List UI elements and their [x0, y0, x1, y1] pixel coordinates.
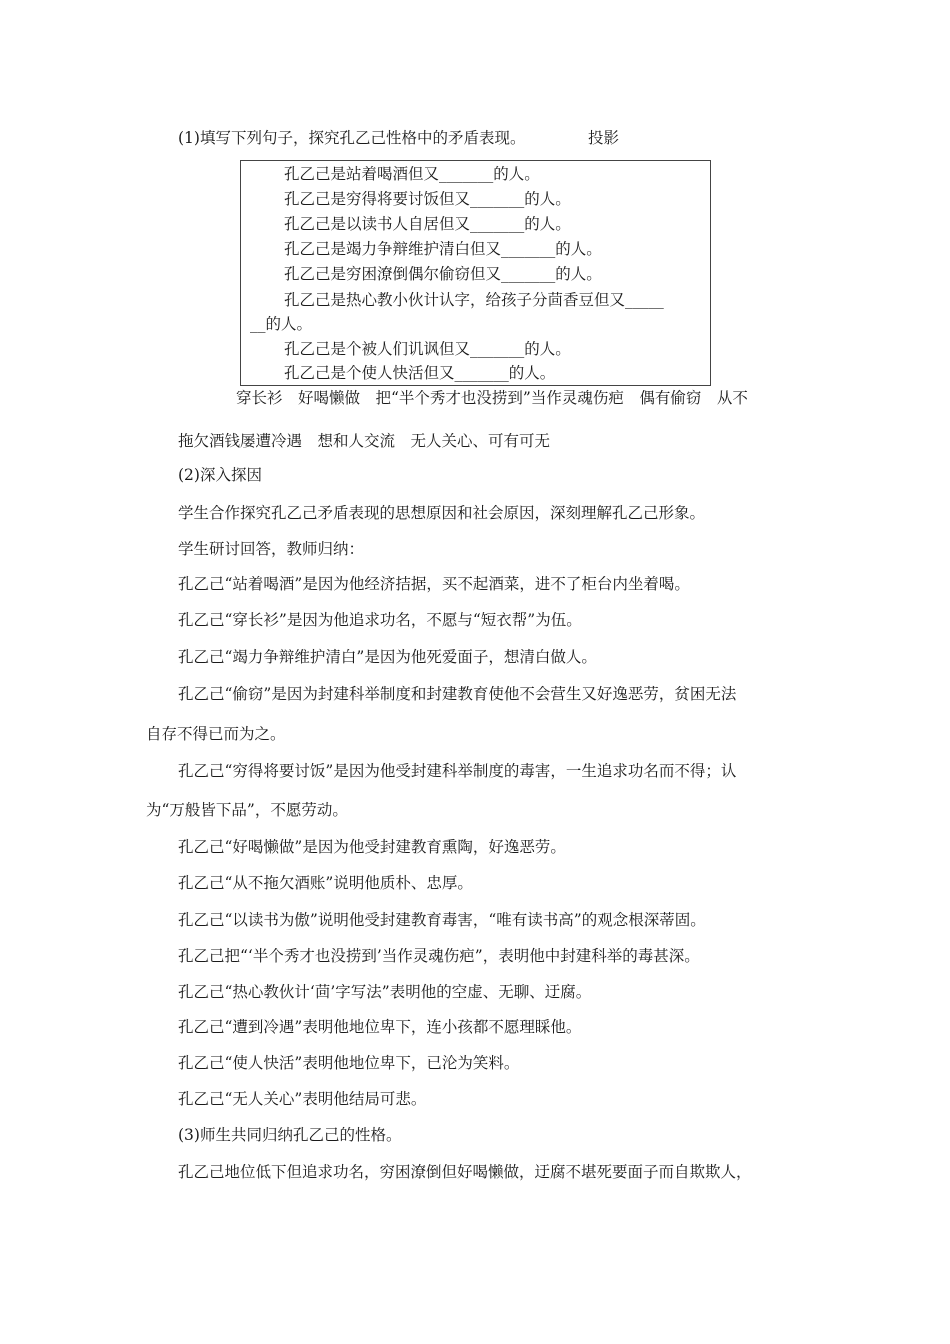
fill-sentence: 孔乙己是个被人们讥讽但又_______的人。 [284, 340, 571, 358]
answer-paragraph: 孔乙己“穿长衫”是因为他追求功名，不愿与“短衣帮”为伍。 [178, 611, 582, 629]
answer-paragraph: 孔乙己“好喝懒做”是因为他受封建教育熏陶，好逸恶劳。 [178, 838, 566, 856]
answer-paragraph: 孔乙己“遭到冷遇”表明他地位卑下，连小孩都不愿理睬他。 [178, 1018, 582, 1036]
answer-paragraph: 孔乙己“竭力争辩维护清白”是因为他死爱面子，想清白做人。 [178, 648, 597, 666]
fill-sentence: 孔乙己是热心教小伙计认字，给孩子分茴香豆但又_____ [284, 291, 664, 309]
fill-sentence-continuation: __的人。 [250, 315, 313, 333]
fill-sentence: 孔乙己是竭力争辩维护清白但又_______的人。 [284, 240, 602, 258]
answer-paragraph: 孔乙己“穷得将要讨饭”是因为他受封建科举制度的毒害，一生追求功名而不得；认 [178, 762, 737, 780]
fill-sentence: 孔乙己是个使人快活但又_______的人。 [284, 364, 556, 382]
projection-label: 投影 [588, 129, 620, 147]
answer-paragraph: 孔乙己“无人关心”表明他结局可悲。 [178, 1090, 427, 1108]
answer-continuation: 自存不得已而为之。 [146, 725, 286, 743]
answer-continuation: 为“万般皆下品”，不愿劳动。 [146, 801, 348, 819]
answer-paragraph: 孔乙己把“‘半个秀才也没捞到’当作灵魂伤疤”，表明他中封建科举的毒甚深。 [178, 947, 700, 965]
part2-heading: (2)深入探因 [178, 466, 262, 484]
part3-summary: 孔乙己地位低下但追求功名，穷困潦倒但好喝懒做，迂腐不堪死要面子而自欺欺人， [178, 1163, 752, 1181]
part1-heading: (1)填写下列句子，探究孔乙己性格中的矛盾表现。 [178, 129, 526, 147]
answer-paragraph: 孔乙己“使人快活”表明他地位卑下，已沦为笑料。 [178, 1054, 520, 1072]
answer-paragraph: 孔乙己“热心教伙计‘茴’字写法”表明他的空虚、无聊、迂腐。 [178, 983, 592, 1001]
answer-paragraph: 孔乙己“偷窃”是因为封建科举制度和封建教育使他不会营生又好逸恶劳，贫困无法 [178, 685, 737, 703]
options-line-2: 拖欠酒钱屡遭冷遇 想和人交流 无人关心、可有可无 [178, 432, 551, 450]
fill-sentence: 孔乙己是以读书人自居但又_______的人。 [284, 215, 571, 233]
answer-paragraph: 孔乙己“以读书为傲”说明他受封建教育毒害，“唯有读书高”的观念根深蒂固。 [178, 911, 706, 929]
fill-in-box [240, 160, 711, 386]
answer-paragraph: 孔乙己“从不拖欠酒账”说明他质朴、忠厚。 [178, 874, 473, 892]
fill-sentence: 孔乙己是站着喝酒但又_______的人。 [284, 165, 540, 183]
answer-paragraph: 孔乙己“站着喝酒”是因为他经济拮据，买不起酒菜，进不了柜台内坐着喝。 [178, 575, 690, 593]
part2-discussion: 学生研讨回答，教师归纳： [178, 540, 365, 558]
fill-sentence: 孔乙己是穷困潦倒偶尔偷窃但又_______的人。 [284, 265, 602, 283]
options-line-1: 穿长衫 好喝懒做 把“半个秀才也没捞到”当作灵魂伤疤 偶有偷窃 从不 [236, 389, 748, 407]
part3-heading: (3)师生共同归纳孔乙己的性格。 [178, 1126, 402, 1144]
fill-sentence: 孔乙己是穷得将要讨饭但又_______的人。 [284, 190, 571, 208]
part2-task: 学生合作探究孔乙己矛盾表现的思想原因和社会原因，深刻理解孔乙己形象。 [178, 504, 706, 522]
